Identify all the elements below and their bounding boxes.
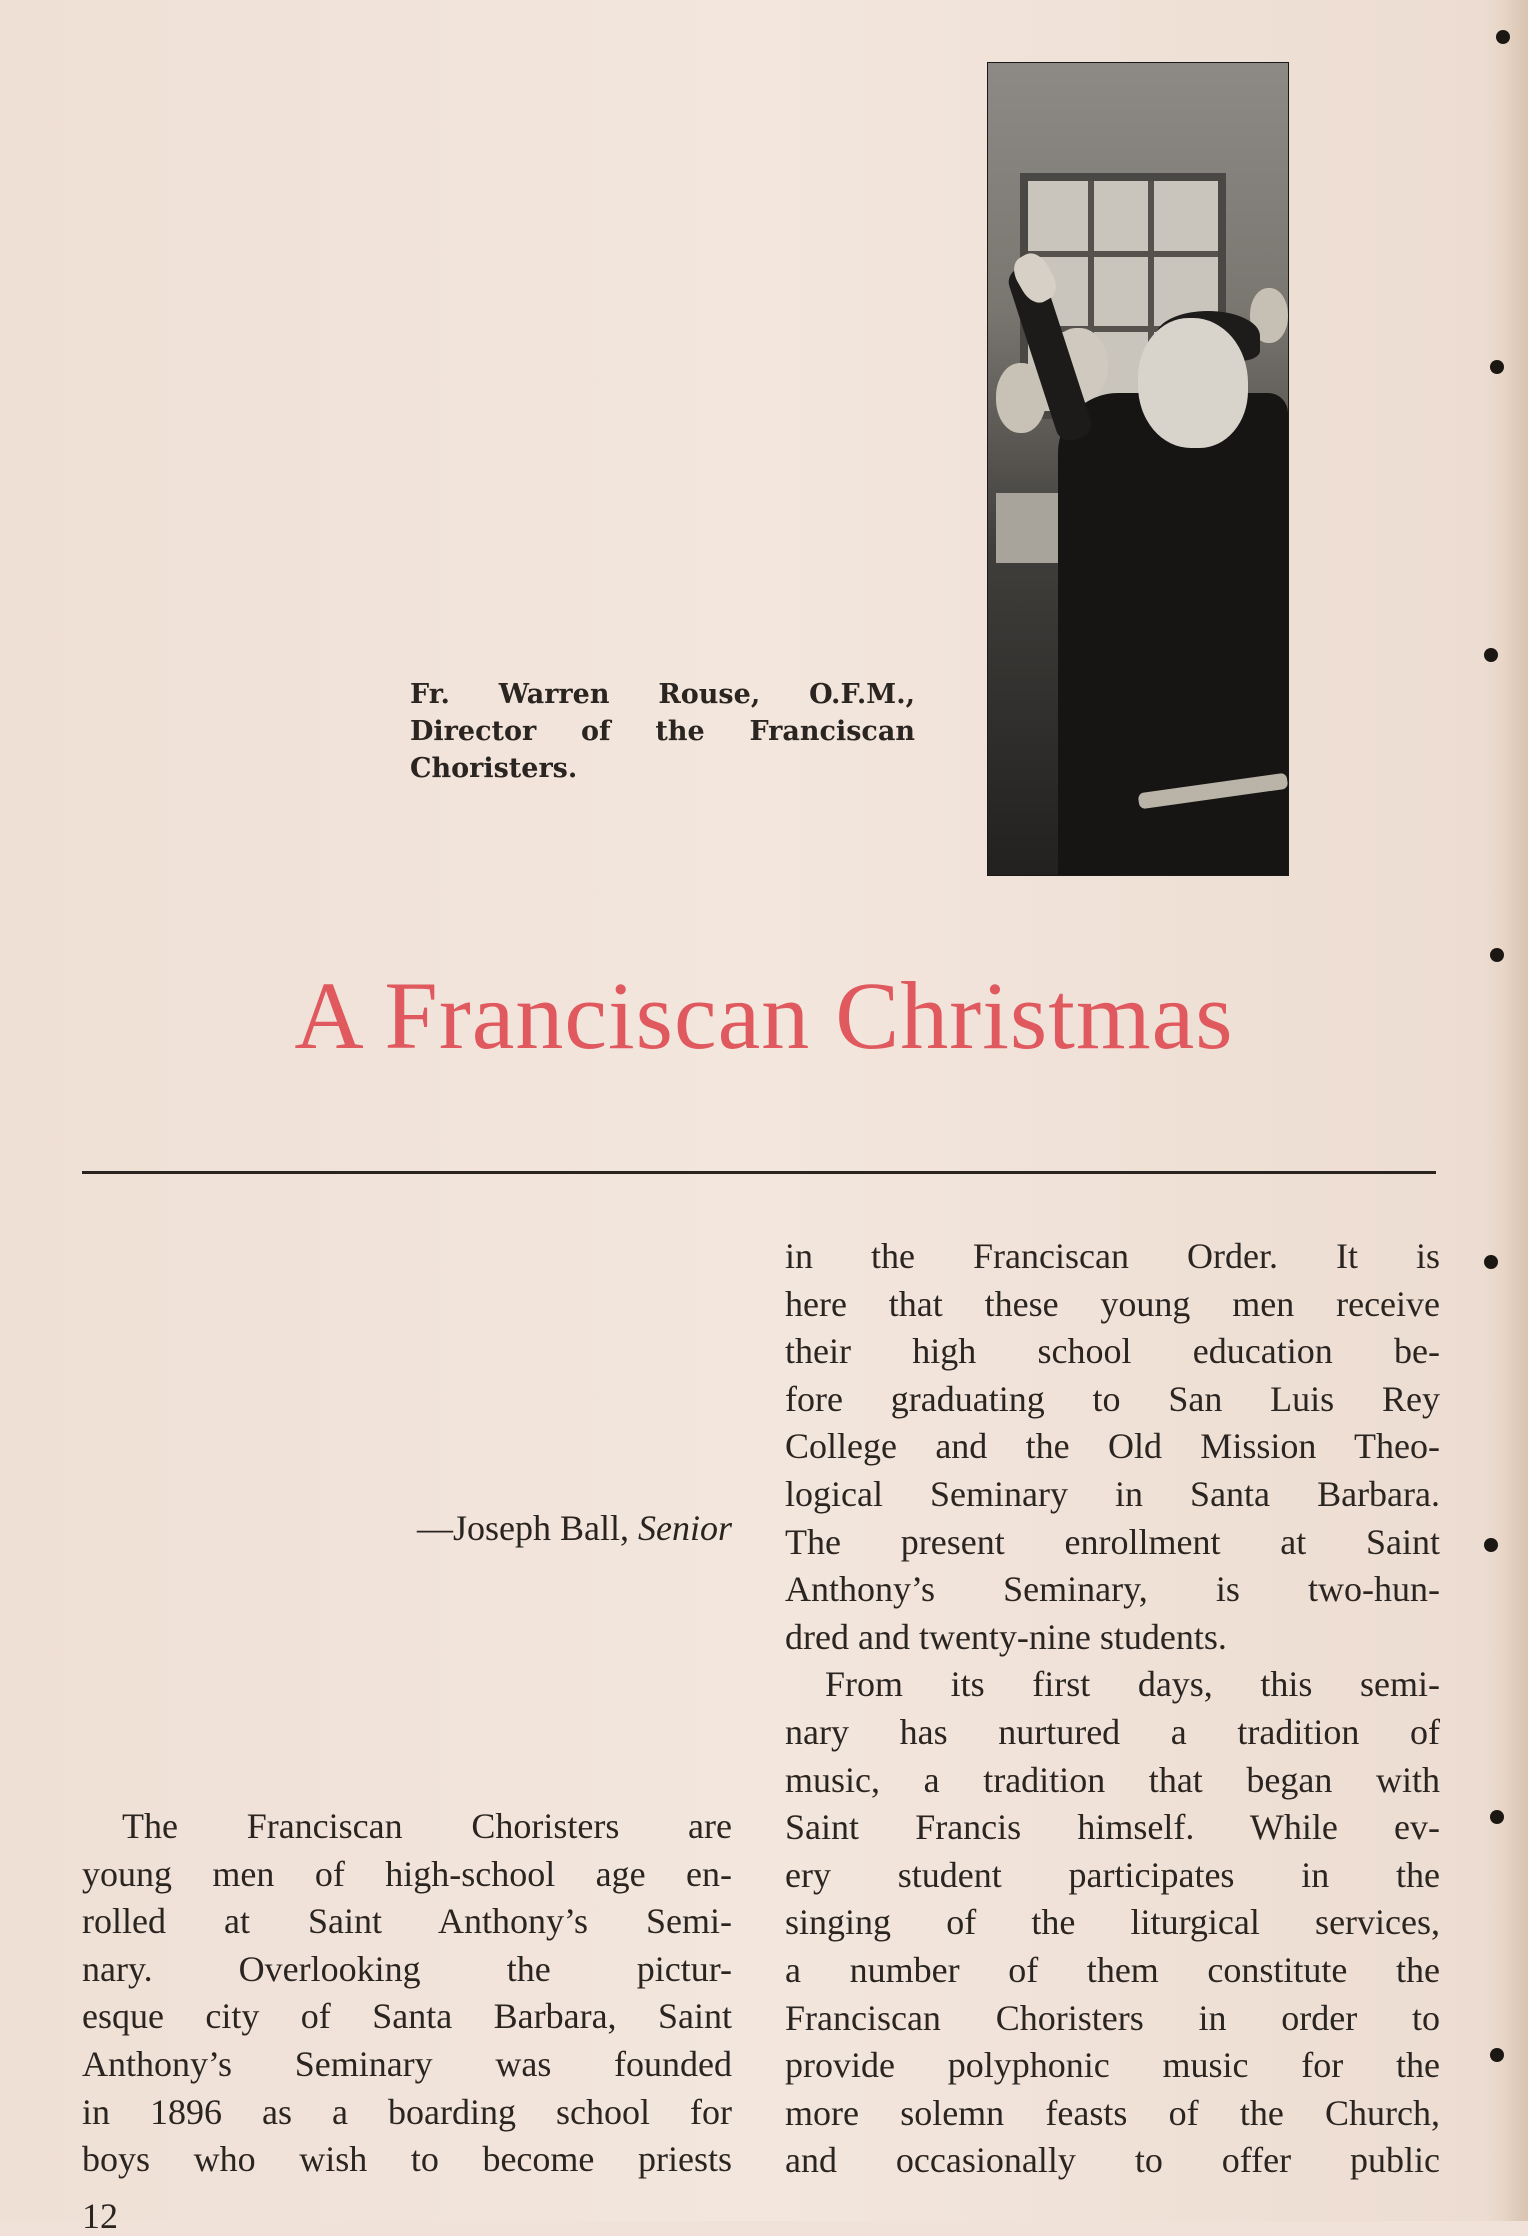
binding-hole bbox=[1484, 1538, 1498, 1552]
text-line: logical Seminary in Santa Barbara. bbox=[785, 1473, 1440, 1514]
page-number: 12 bbox=[82, 2196, 118, 2236]
text-line: in 1896 as a boarding school for bbox=[82, 2091, 732, 2132]
text-line: dred and twenty-nine students. bbox=[785, 1616, 1227, 1657]
byline-author: —Joseph Ball, bbox=[417, 1508, 638, 1548]
text-line: Franciscan Choristers in order to bbox=[785, 1997, 1440, 2038]
text-line: ery student participates in the bbox=[785, 1854, 1440, 1895]
text-line: nary. Overlooking the pictur- bbox=[82, 1948, 732, 1989]
binding-hole bbox=[1496, 30, 1510, 44]
text-line: and occasionally to offer public bbox=[785, 2140, 1440, 2181]
text-line: singing of the liturgical services, bbox=[785, 1902, 1440, 1943]
binding-hole bbox=[1484, 1255, 1498, 1269]
text-line: esque city of Santa Barbara, Saint bbox=[82, 1996, 732, 2037]
text-line: in the Franciscan Order. It is bbox=[785, 1236, 1440, 1276]
article-column-left bbox=[82, 1803, 732, 2184]
binding-hole bbox=[1490, 2048, 1504, 2062]
text-line: music, a tradition that began with bbox=[785, 1759, 1440, 1800]
text-line: Saint Francis himself. While ev- bbox=[785, 1807, 1440, 1848]
text-line: Anthony’s Seminary was founded bbox=[82, 2043, 732, 2084]
text-line: nary has nurtured a tradition of bbox=[785, 1711, 1440, 1752]
text-line: young men of high-school age en- bbox=[82, 1853, 732, 1894]
text-line: From its first days, this semi- bbox=[825, 1664, 1440, 1705]
text-line: boys who wish to become priests bbox=[82, 2139, 732, 2180]
article-title: A Franciscan Christmas bbox=[294, 962, 1234, 1069]
text-line: fore graduating to San Luis Rey bbox=[785, 1378, 1440, 1419]
text-line: The Franciscan Choristers are bbox=[122, 1806, 732, 1846]
byline bbox=[82, 1503, 732, 1553]
binding-hole bbox=[1490, 1810, 1504, 1824]
photo-caption: Fr. Warren Rouse, O.F.M., Director of the Franciscan Choristers. bbox=[410, 679, 915, 784]
text-line: their high school education be- bbox=[785, 1331, 1440, 1372]
text-line: Anthony’s Seminary, is two-hun- bbox=[785, 1569, 1440, 1610]
text-line: rolled at Saint Anthony’s Semi- bbox=[82, 1901, 732, 1942]
text-line: more solemn feasts of the Church, bbox=[785, 2092, 1440, 2133]
text-line: here that these young men receive bbox=[785, 1283, 1440, 1324]
conductor-photo bbox=[987, 62, 1289, 876]
text-line: provide polyphonic music for the bbox=[785, 2045, 1440, 2086]
byline-role: Senior bbox=[638, 1508, 732, 1548]
binding-hole bbox=[1484, 648, 1498, 662]
title-divider bbox=[82, 1171, 1436, 1174]
article-column-right bbox=[785, 1233, 1440, 2185]
binding-hole bbox=[1490, 360, 1504, 374]
text-line: The present enrollment at Saint bbox=[785, 1521, 1440, 1562]
torn-page-edge bbox=[1484, 0, 1528, 2221]
text-line: College and the Old Mission Theo- bbox=[785, 1426, 1440, 1467]
text-line: a number of them constitute the bbox=[785, 1949, 1440, 1990]
